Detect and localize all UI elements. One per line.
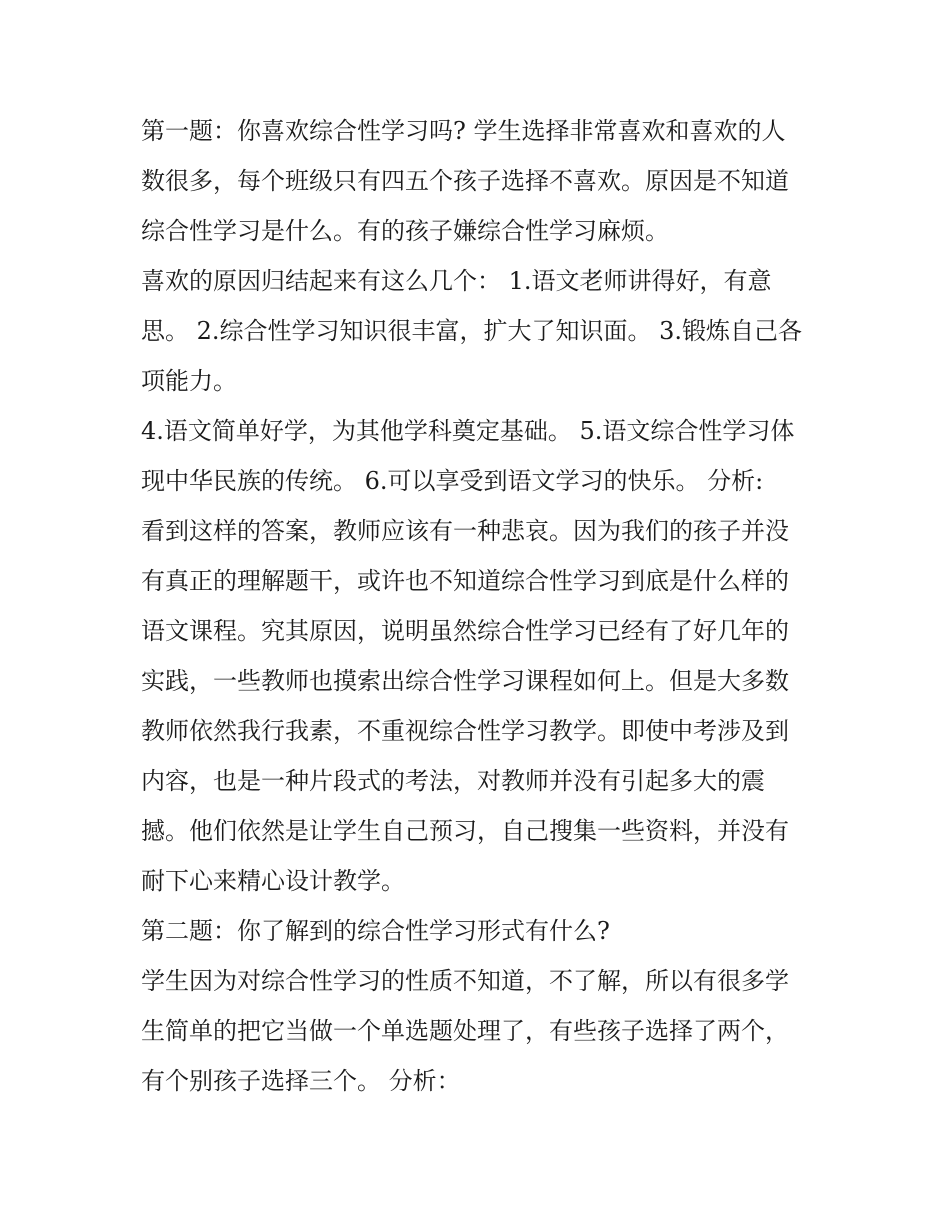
text-line: 学生因为对综合性学习的性质不知道，不了解，所以有很多学 [141,967,789,995]
text-line: 实践，一些教师也摸索出综合性学习课程如何上。但是大多数 [141,667,789,695]
paragraph-analysis-1 [141,506,813,906]
text-line: 语文课程。究其原因，说明虽然综合性学习已经有了好几年的 [141,617,789,645]
text-line: 4.语文简单好学，为其他学科奠定基础。 5.语文综合性学习体 [141,417,795,445]
text-line: 项能力。 [141,367,237,395]
paragraph-question-1 [141,106,813,256]
paragraph-reasons-1 [141,256,813,406]
text-line: 数很多，每个班级只有四五个孩子选择不喜欢。原因是不知道 [141,167,789,195]
text-line: 有真正的理解题干，或许也不知道综合性学习到底是什么样的 [141,567,789,595]
paragraph-question-2 [141,906,813,956]
text-line: 生简单的把它当做一个单选题处理了，有些孩子选择了两个， [141,1017,789,1045]
text-line: 第一题：你喜欢综合性学习吗? 学生选择非常喜欢和喜欢的人 [141,117,786,145]
paragraph-answer-2 [141,956,813,1106]
text-line: 第二题：你了解到的综合性学习形式有什么? [141,917,610,945]
text-line: 教师依然我行我素，不重视综合性学习教学。即使中考涉及到 [141,717,789,745]
text-line: 看到这样的答案，教师应该有一种悲哀。因为我们的孩子并没 [141,517,789,545]
text-line: 有个别孩子选择三个。 分析： [141,1067,461,1095]
text-line: 耐下心来精心设计教学。 [141,867,405,895]
document-body [141,106,813,1106]
paragraph-reasons-2 [141,406,813,506]
text-line: 思。 2.综合性学习知识很丰富，扩大了知识面。 3.锻炼自己各 [141,317,803,345]
text-line: 现中华民族的传统。 6.可以享受到语文学习的快乐。 分析: [141,467,764,495]
text-line: 综合性学习是什么。有的孩子嫌综合性学习麻烦。 [141,217,669,245]
text-line: 内容，也是一种片段式的考法，对教师并没有引起多大的震 [141,767,765,795]
text-line: 撼。他们依然是让学生自己预习，自己搜集一些资料，并没有 [141,817,789,845]
text-line: 喜欢的原因归结起来有这么几个： 1.语文老师讲得好，有意 [141,267,772,295]
